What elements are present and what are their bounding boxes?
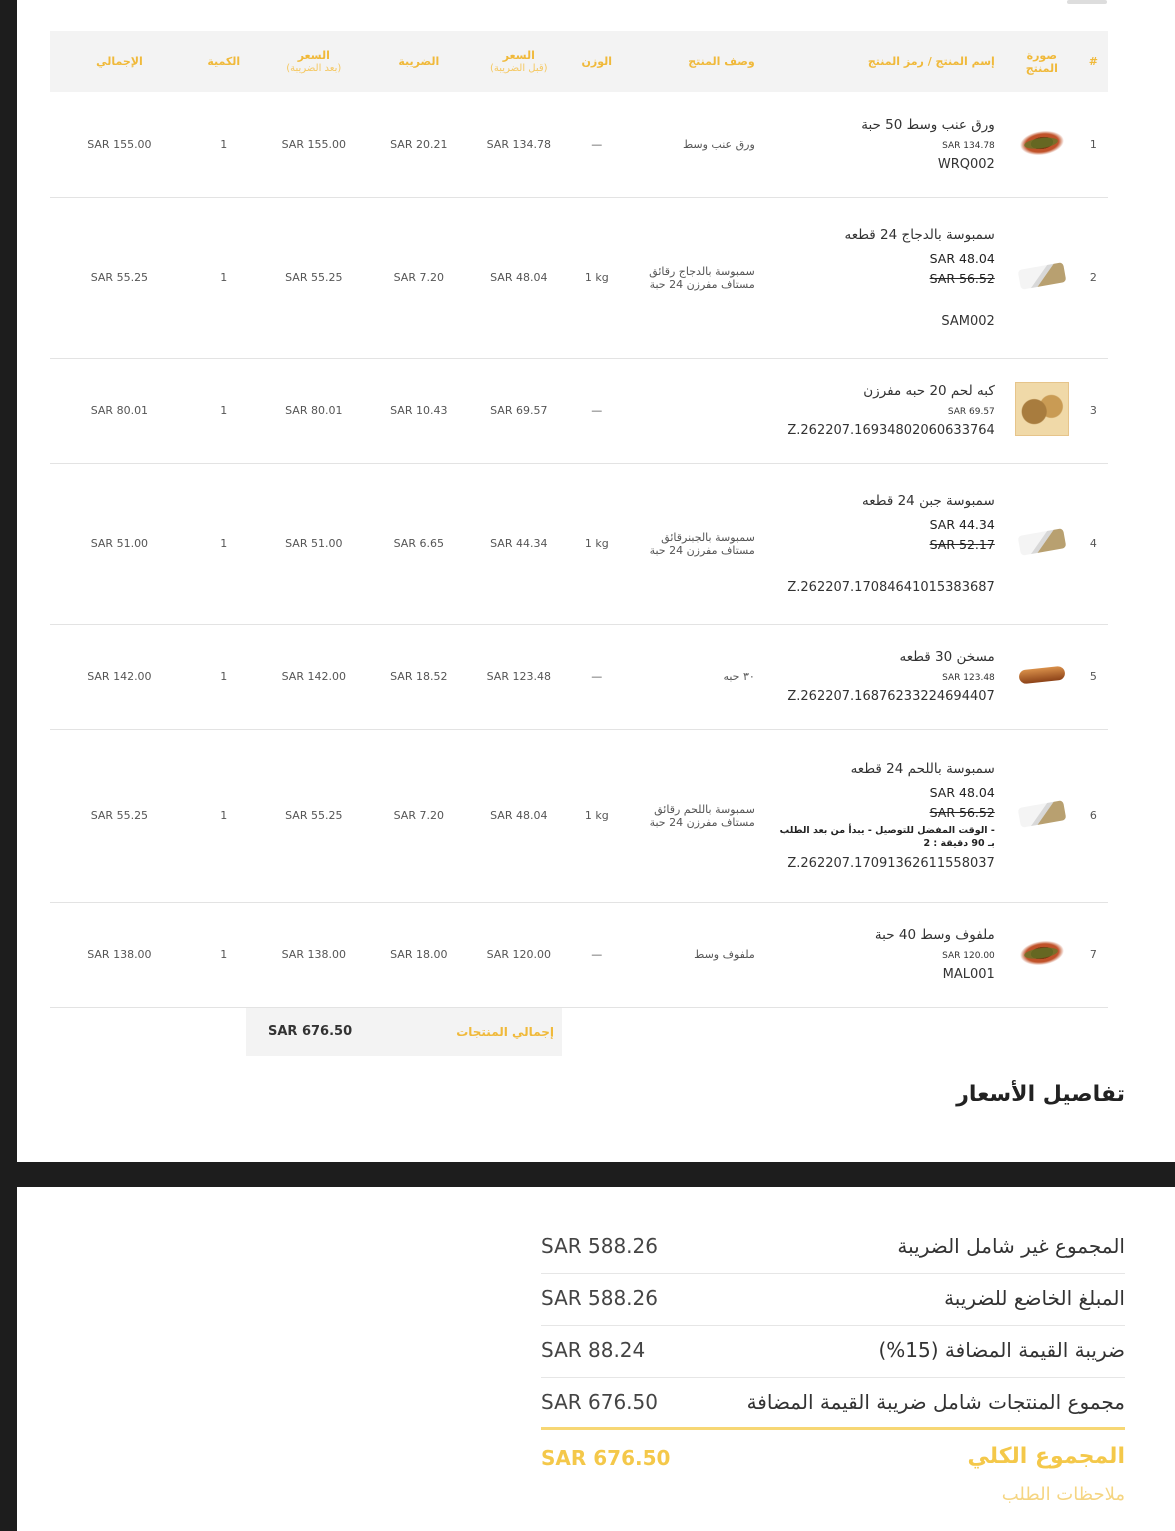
product-original-price: SAR 56.52 xyxy=(929,270,995,286)
price-row-value: SAR 676.50 xyxy=(541,1390,658,1414)
header-image: صورة المنتج xyxy=(1005,31,1079,92)
price-after-tax: SAR 142.00 xyxy=(259,624,369,729)
quantity: 1 xyxy=(189,902,259,1007)
product-image-cell xyxy=(1005,358,1079,463)
background-strip xyxy=(0,0,17,1531)
header-price-before xyxy=(469,31,569,92)
product-name[interactable]: سمبوسة جبن 24 قطعه xyxy=(862,492,995,509)
price-row xyxy=(541,1378,1125,1430)
price-row-label: المبلغ الخاضع للضريبة xyxy=(944,1286,1125,1310)
product-name[interactable]: سمبوسة بالدجاج 24 قطعه xyxy=(844,226,995,243)
product-description: ملفوف وسط xyxy=(625,902,765,1007)
price-after-tax: SAR 80.01 xyxy=(259,358,369,463)
price-details-title: تفاصيل الأسعار xyxy=(956,1082,1125,1107)
product-sku: Z.262207.17091362611558037 xyxy=(787,855,995,871)
product-image-cell xyxy=(1005,729,1079,902)
header-name: إسم المنتج / رمز المنتج xyxy=(765,31,1005,92)
product-name[interactable]: ملفوف وسط 40 حبة xyxy=(874,927,995,943)
tax-amount: SAR 7.20 xyxy=(369,729,469,902)
quantity: 1 xyxy=(189,463,259,624)
product-name-cell xyxy=(765,463,1005,624)
table-row xyxy=(50,358,1108,463)
product-name-cell xyxy=(765,358,1005,463)
product-note: - الوقت المفضل للتوصيل - يبدأ من بعد الطلب بـ 90 دقيقة : 2 xyxy=(779,824,995,849)
header-weight: الوزن xyxy=(569,31,625,92)
products-total-cell xyxy=(246,1008,562,1056)
product-sale-price: SAR 44.34 xyxy=(929,516,995,532)
products-total-label: إجمالي المنتجات xyxy=(456,1025,554,1039)
price-before-tax: SAR 44.34 xyxy=(469,463,569,624)
product-image[interactable] xyxy=(1014,125,1069,160)
product-original-price: SAR 56.52 xyxy=(929,804,995,820)
product-sale-price: SAR 48.04 xyxy=(929,784,995,800)
row-number: 4 xyxy=(1079,463,1108,624)
price-before-tax: SAR 48.04 xyxy=(469,729,569,902)
table-header-row xyxy=(50,31,1108,92)
order-items-table xyxy=(50,31,1108,1008)
price-after-tax: SAR 55.25 xyxy=(259,729,369,902)
scrolled-heading-fragment xyxy=(1067,0,1107,4)
tax-amount: SAR 7.20 xyxy=(369,197,469,358)
row-number: 2 xyxy=(1079,197,1108,358)
product-weight: 1 kg xyxy=(569,463,625,624)
header-price-after-sub: (بعد الضريبة) xyxy=(286,62,342,74)
header-desc: وصف المنتج xyxy=(625,31,765,92)
table-row xyxy=(50,92,1108,197)
product-weight: 1 kg xyxy=(569,197,625,358)
product-sku: Z.262207.17084641015383687 xyxy=(787,579,995,595)
product-image-cell xyxy=(1005,92,1079,197)
row-number: 1 xyxy=(1079,92,1108,197)
product-description: ٣٠ حبه xyxy=(625,624,765,729)
product-sku: WRQ002 xyxy=(937,156,995,172)
product-name[interactable]: مسخن 30 قطعه xyxy=(899,649,995,665)
product-name[interactable]: ورق عنب وسط 50 حبة xyxy=(861,116,995,133)
price-after-tax: SAR 51.00 xyxy=(259,463,369,624)
product-weight: — xyxy=(569,358,625,463)
price-row xyxy=(541,1222,1125,1274)
price-before-tax: SAR 123.48 xyxy=(469,624,569,729)
quantity: 1 xyxy=(189,729,259,902)
product-weight: — xyxy=(569,902,625,1007)
row-number: 3 xyxy=(1079,358,1108,463)
tax-amount: SAR 18.52 xyxy=(369,624,469,729)
header-tax: الضريبة xyxy=(369,31,469,92)
product-description: سمبوسة بالدجاج رقائق مستاف مفرزن 24 حبة xyxy=(625,197,765,358)
product-weight: — xyxy=(569,624,625,729)
product-image[interactable] xyxy=(1017,800,1066,828)
product-image-cell xyxy=(1005,902,1079,1007)
product-name[interactable]: كبه لحم 20 حبه مفرزن xyxy=(863,383,995,399)
product-sku: Z.262207.16934802060633764 xyxy=(787,423,995,438)
header-qty: الكمية xyxy=(189,31,259,92)
line-total: SAR 55.25 xyxy=(50,729,189,902)
product-weight: 1 kg xyxy=(569,729,625,902)
price-row xyxy=(541,1274,1125,1326)
price-after-tax: SAR 55.25 xyxy=(259,197,369,358)
product-image[interactable] xyxy=(1017,528,1066,556)
price-details-list xyxy=(541,1222,1125,1486)
product-image-cell xyxy=(1005,624,1079,729)
row-number: 7 xyxy=(1079,902,1108,1007)
tax-amount: SAR 20.21 xyxy=(369,92,469,197)
quantity: 1 xyxy=(189,358,259,463)
price-row-label: مجموع المنتجات شامل ضريبة القيمة المضافة xyxy=(746,1390,1125,1414)
line-total: SAR 80.01 xyxy=(50,358,189,463)
tax-amount: SAR 6.65 xyxy=(369,463,469,624)
header-num: # xyxy=(1079,31,1108,92)
product-image-cell xyxy=(1005,197,1079,358)
line-total: SAR 155.00 xyxy=(50,92,189,197)
price-after-tax: SAR 138.00 xyxy=(259,902,369,1007)
product-name-cell xyxy=(765,624,1005,729)
line-total: SAR 51.00 xyxy=(50,463,189,624)
product-sku: SAM002 xyxy=(941,313,995,329)
price-row-value: SAR 588.26 xyxy=(541,1286,658,1310)
price-row xyxy=(541,1326,1125,1378)
product-original-price: SAR 52.17 xyxy=(929,536,995,552)
price-before-tax: SAR 69.57 xyxy=(469,358,569,463)
product-image[interactable] xyxy=(1018,666,1065,685)
header-price-before-sub: (قبل الضريبة) xyxy=(490,62,548,74)
price-row-label: المجموع غير شامل الضريبة xyxy=(897,1234,1125,1258)
products-total-value: SAR 676.50 xyxy=(268,1024,353,1039)
quantity: 1 xyxy=(189,92,259,197)
product-unit-price: SAR 123.48 xyxy=(942,673,995,683)
price-row-label: ضريبة القيمة المضافة (15%) xyxy=(878,1338,1125,1362)
product-sku: Z.262207.16876233224694407 xyxy=(787,689,995,704)
product-unit-price: SAR 134.78 xyxy=(942,140,995,151)
product-name[interactable]: سمبوسة باللحم 24 قطعه xyxy=(850,760,995,777)
price-row-value: SAR 88.24 xyxy=(541,1338,646,1362)
table-row xyxy=(50,902,1108,1007)
product-description: سمبوسة بالجبنرقائق مستاف مفرزن 24 حبة xyxy=(625,463,765,624)
grand-total-row xyxy=(541,1430,1125,1486)
panel-separator xyxy=(0,1162,1175,1187)
table-row xyxy=(50,729,1108,902)
product-name-cell xyxy=(765,902,1005,1007)
product-unit-price: SAR 69.57 xyxy=(947,407,995,417)
header-total: الإجمالي xyxy=(50,31,189,92)
header-price-after xyxy=(259,31,369,92)
row-number: 6 xyxy=(1079,729,1108,902)
product-sku: MAL001 xyxy=(942,967,995,982)
product-name-cell xyxy=(765,92,1005,197)
row-number: 5 xyxy=(1079,624,1108,729)
line-total: SAR 138.00 xyxy=(50,902,189,1007)
tax-amount: SAR 18.00 xyxy=(369,902,469,1007)
table-row xyxy=(50,624,1108,729)
line-total: SAR 142.00 xyxy=(50,624,189,729)
product-description: سمبوسة باللحم رقائق مستاف مفرزن 24 حبة xyxy=(625,729,765,902)
product-image[interactable] xyxy=(1014,936,1069,971)
product-image-cell xyxy=(1005,463,1079,624)
product-description xyxy=(625,358,765,463)
product-image[interactable] xyxy=(1015,382,1069,436)
grand-total-value: SAR 676.50 xyxy=(541,1446,671,1470)
line-total: SAR 55.25 xyxy=(50,197,189,358)
table-row xyxy=(50,197,1108,358)
product-name-cell xyxy=(765,197,1005,358)
product-description: ورق عنب وسط xyxy=(625,92,765,197)
header-price-before-label: السعر xyxy=(502,48,535,62)
price-before-tax: SAR 120.00 xyxy=(469,902,569,1007)
price-after-tax: SAR 155.00 xyxy=(259,92,369,197)
product-image[interactable] xyxy=(1017,262,1066,290)
product-unit-price: SAR 120.00 xyxy=(942,951,995,961)
grand-total-label: المجموع الكلي xyxy=(967,1444,1125,1469)
price-before-tax: SAR 48.04 xyxy=(469,197,569,358)
tax-amount: SAR 10.43 xyxy=(369,358,469,463)
header-price-after-label: السعر xyxy=(297,48,330,62)
order-notes-link[interactable]: ملاحظات الطلب xyxy=(1001,1484,1125,1505)
price-row-value: SAR 588.26 xyxy=(541,1234,658,1258)
quantity: 1 xyxy=(189,624,259,729)
product-weight: — xyxy=(569,92,625,197)
table-row xyxy=(50,463,1108,624)
quantity: 1 xyxy=(189,197,259,358)
product-name-cell xyxy=(765,729,1005,902)
price-before-tax: SAR 134.78 xyxy=(469,92,569,197)
product-sale-price: SAR 48.04 xyxy=(929,250,995,266)
